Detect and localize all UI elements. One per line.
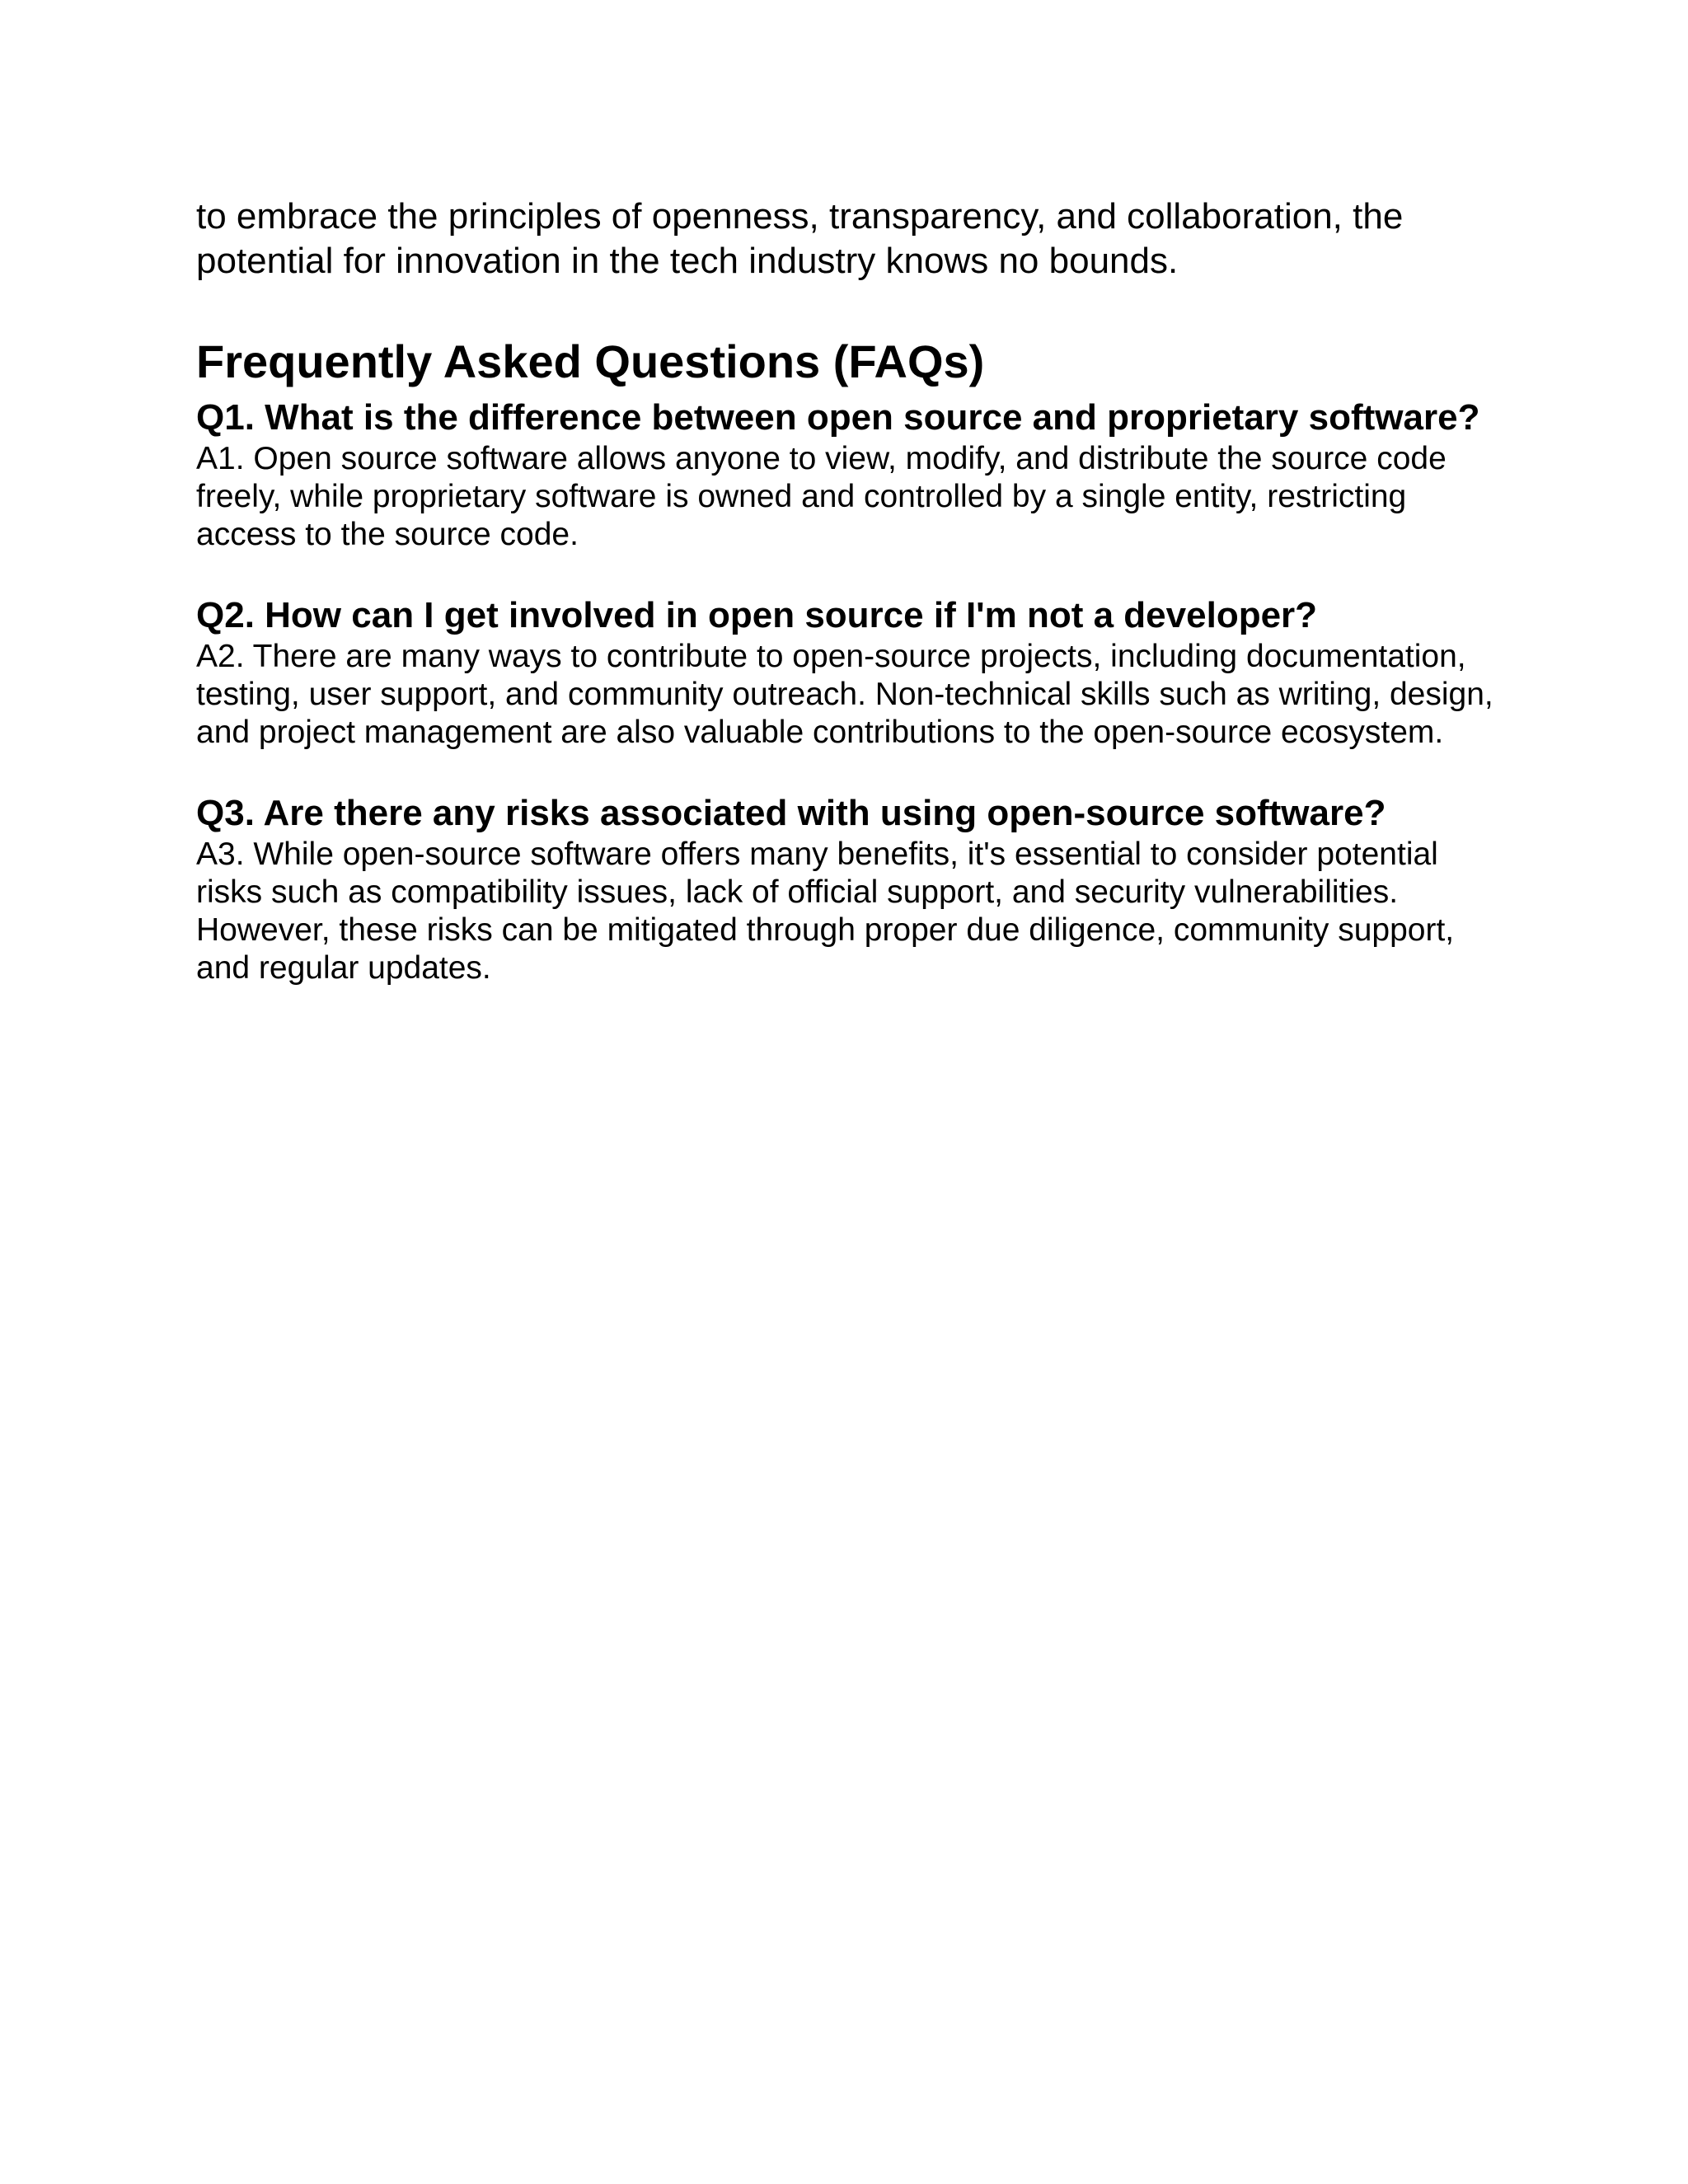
faq-list	[196, 396, 1498, 987]
intro-paragraph: to embrace the principles of openness, transparency, and collaboration, the potential for innovation in the tech industry knows no bounds.	[196, 196, 1404, 281]
faq-heading: Frequently Asked Questions (FAQs)	[196, 335, 985, 387]
faq-answer: A1. Open source software allows anyone to view, modify, and distribute the source code freely, while proprietary software is owned and controlled by a single entity, restricting access to the source code.	[196, 441, 1447, 552]
faq-item-q1	[196, 396, 1498, 554]
faq-question: Q1. What is the difference between open source and proprietary software?	[196, 397, 1480, 438]
faq-question: Q3. Are there any risks associated with using open-source software?	[196, 793, 1386, 833]
faq-item-q3	[196, 791, 1498, 987]
faq-item-q2	[196, 593, 1498, 752]
faq-answer: A2. There are many ways to contribute to open-source projects, including documentation, testing, user support, and community outreach. Non-technical skills such as writing, design, and project management are also valuable contributions to the open-source ecosystem.	[196, 639, 1493, 750]
faq-answer: A3. While open-source software offers many benefits, it's essential to consider potential risks such as compatibility issues, lack of official support, and security vulnerabilities. However, these risks can be mitigated through proper due diligence, community support, and regular updates.	[196, 837, 1455, 986]
faq-question: Q2. How can I get involved in open source if I'm not a developer?	[196, 595, 1318, 635]
document-body	[196, 194, 1498, 987]
